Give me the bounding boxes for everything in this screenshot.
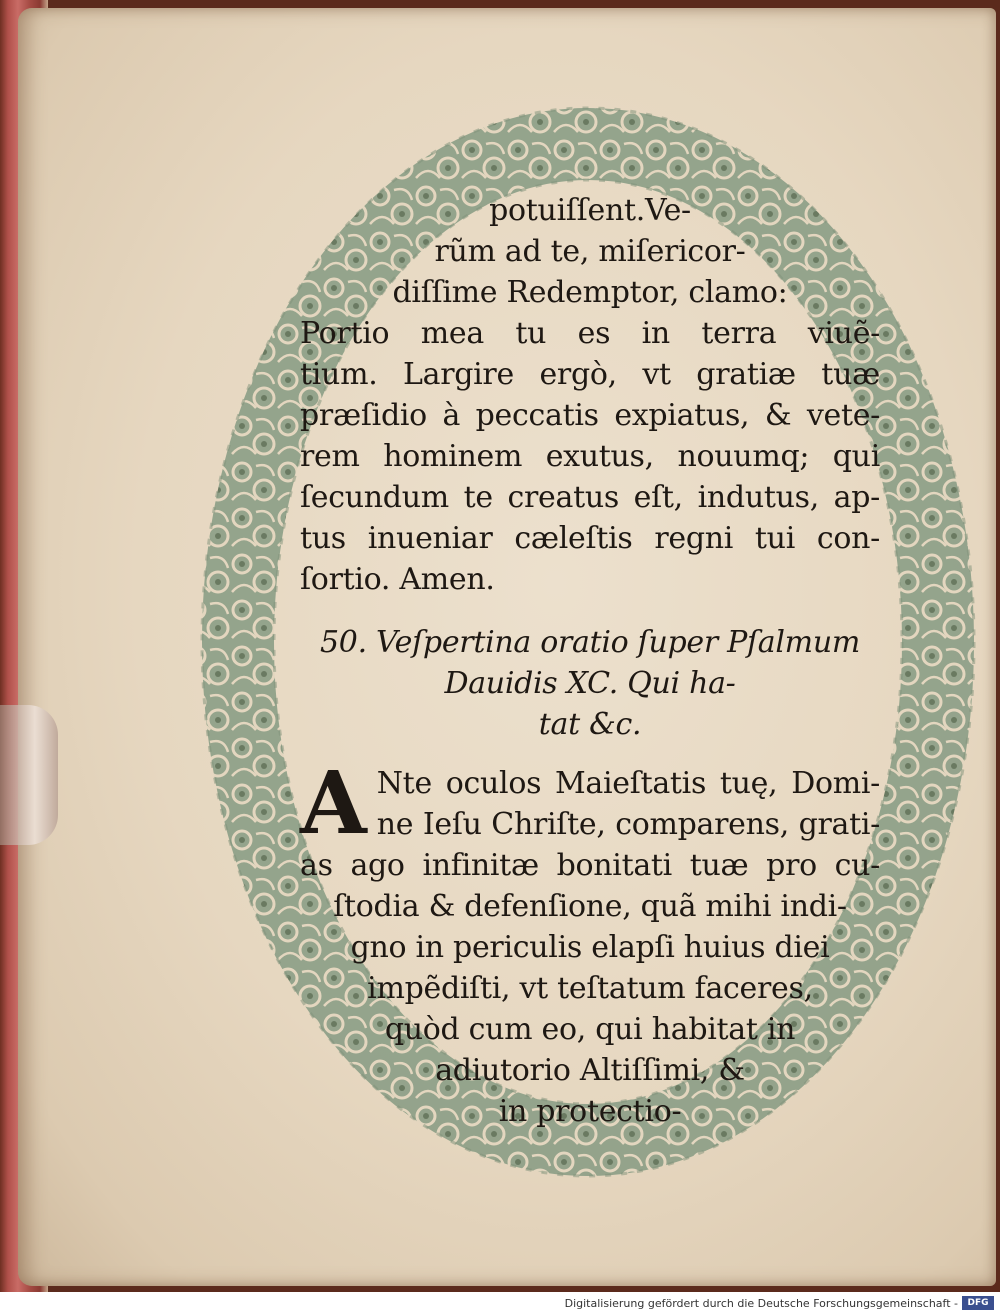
text-line: diſſime Redemptor, clamo:: [392, 275, 788, 310]
heading-line: 50. Veſpertina oratio ſuper Pſalmum: [320, 625, 860, 660]
heading-line: Dauidis XC. Qui ha-: [444, 666, 736, 701]
paragraph-1: [300, 190, 880, 600]
section-heading: [300, 622, 880, 745]
text-line: as ago infinitæ bonitati tuæ pro cu-: [300, 848, 880, 883]
text-line: tium. Largire ergò, vt gratiæ tuæ: [300, 357, 880, 392]
dfg-logo: DFG: [962, 1296, 994, 1310]
text-line: Nte oculos Maieſtatis tuę, Domi-: [376, 766, 880, 801]
footer: [0, 1292, 1000, 1315]
text-line: potuiſſent.Ve-: [489, 193, 691, 228]
text-line: quòd cum eo, qui habitat in: [384, 1012, 796, 1047]
text-line: rem hominem exutus, nouumq; qui: [300, 439, 880, 474]
text-line: præſidio à peccatis expiatus, & vete-: [300, 398, 880, 433]
paragraph-2: [300, 753, 880, 1132]
footer-credit: Digitalisierung gefördert durch die Deutsche Forschungsgemeinschaft -: [564, 1297, 958, 1310]
text-line: impẽdiſti, vt teſtatum faceres,: [367, 971, 813, 1006]
text-line: ſecundum te creatus eſt, indutus, ap-: [300, 480, 880, 515]
text-line: adiutorio Altiſſimi, &: [435, 1053, 745, 1088]
text-line: rũm ad te, miſericor-: [434, 234, 746, 269]
text-line: gno in periculis elapſi huius diei: [350, 930, 830, 965]
text-line: in protectio-: [498, 1094, 682, 1129]
text-line: Portio mea tu es in terra viuẽ-: [300, 316, 880, 351]
text-line: ne Ieſu Chriſte, comparens, grati-: [376, 807, 880, 842]
text-block: [300, 190, 880, 1132]
text-line: ſortio. Amen.: [300, 562, 495, 597]
text-line: ſtodia & defenſione, quã mihi indi-: [333, 889, 847, 924]
heading-line: tat &c.: [538, 707, 642, 742]
drop-cap: A: [300, 753, 367, 854]
text-line: tus inueniar cæleſtis regni tui con-: [300, 521, 880, 556]
